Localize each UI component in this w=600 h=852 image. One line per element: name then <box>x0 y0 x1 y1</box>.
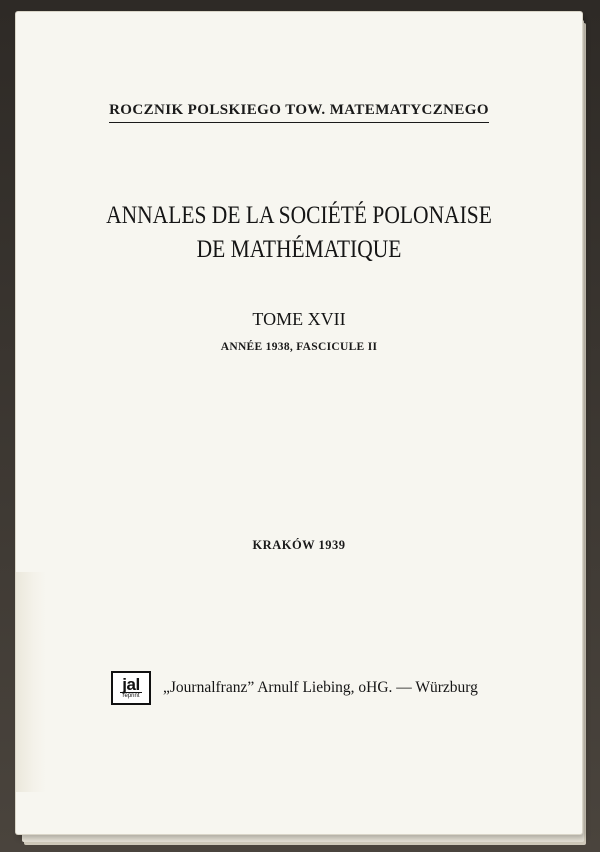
publisher-name: „Journalfranz” Arnulf Liebing, oHG. — Würzburg <box>163 679 478 696</box>
series-heading-text: ROCZNIK POLSKIEGO TOW. MATEMATYCZNEGO <box>109 102 489 123</box>
publisher-line <box>111 671 478 705</box>
book-cover <box>16 12 582 834</box>
year-fascicle: ANNÉE 1938, FASCICULE II <box>220 341 378 353</box>
cover-edge-wear <box>16 572 46 792</box>
journal-title <box>56 199 543 267</box>
journal-title-line-1: ANNALES DE LA SOCIÉTÉ POLONAISE <box>106 202 492 229</box>
journal-title-line-2: DE MATHÉMATIQUE <box>196 236 402 263</box>
publisher-logo <box>111 671 151 705</box>
publisher-logo-sub: reprint <box>122 692 140 699</box>
publication-place-year: KRAKÓW 1939 <box>252 538 346 552</box>
series-heading <box>16 102 582 123</box>
publisher-logo-mark: jal <box>122 674 140 694</box>
volume-number: TOME XVII <box>252 309 346 329</box>
